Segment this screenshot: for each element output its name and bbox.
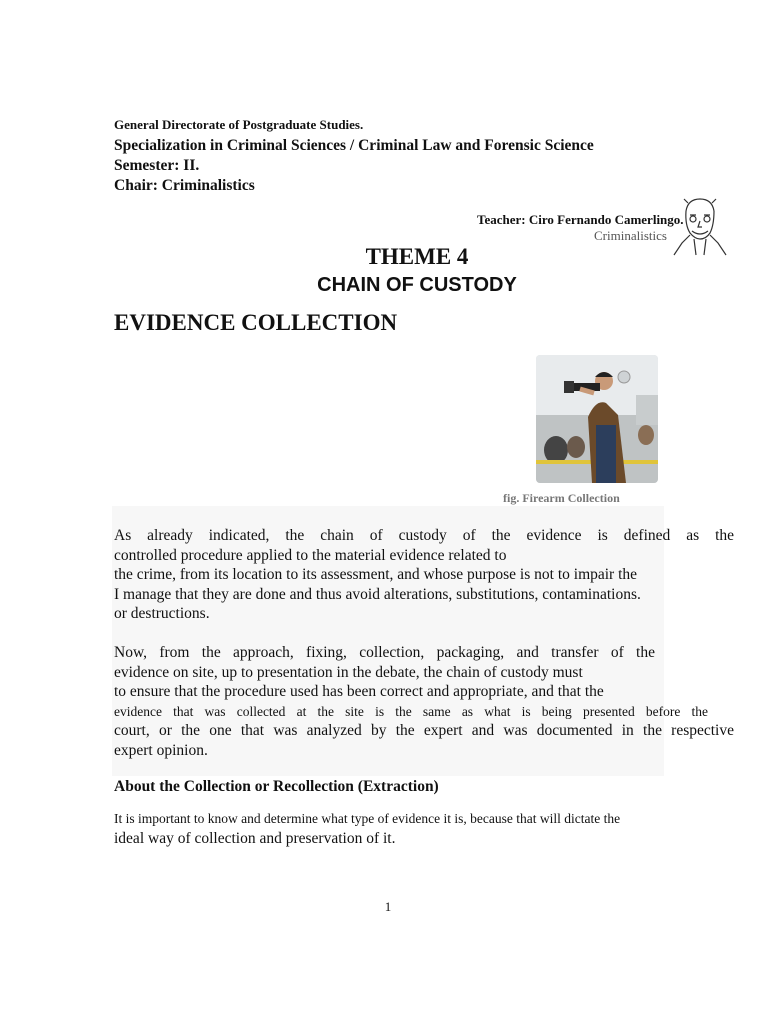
semester-label: Semester: II. bbox=[114, 157, 200, 174]
text-line: court, or the one that was analyzed by the expert and was documented in the respective bbox=[114, 722, 734, 739]
teacher-name: Teacher: Ciro Fernando Camerlingo. bbox=[477, 212, 684, 227]
page-number: 1 bbox=[384, 899, 392, 914]
figure-caption: fig. Firearm Collection bbox=[503, 491, 620, 505]
specialization-label: Specialization in Criminal Sciences / Criminal Law and Forensic Science bbox=[114, 137, 594, 154]
paragraph-evidence-type bbox=[114, 809, 708, 849]
collection-sub-heading: About the Collection or Recollection (Extraction) bbox=[114, 778, 439, 795]
section-title: EVIDENCE COLLECTION bbox=[114, 310, 398, 335]
firearm-collection-photo bbox=[536, 355, 658, 483]
text-line: expert opinion. bbox=[114, 741, 208, 759]
text-line: As already indicated, the chain of custody of the evidence is defined as the bbox=[114, 527, 734, 544]
theme-title: THEME 4 bbox=[365, 244, 469, 269]
text-line: evidence on site, up to presentation in the debate, the chain of custody must bbox=[114, 663, 583, 681]
teacher-role: Criminalistics bbox=[594, 228, 667, 243]
text-line: I manage that they are done and thus avoid alterations, substitutions, contaminations. bbox=[114, 585, 641, 603]
text-line: controlled procedure applied to the material evidence related to bbox=[114, 546, 507, 564]
chain-of-custody-title: CHAIN OF CUSTODY bbox=[317, 274, 517, 296]
text-line: ideal way of collection and preservation of it. bbox=[114, 830, 396, 847]
text-line: It is important to know and determine what type of evidence it is, because that will dictate the bbox=[114, 811, 621, 826]
text-line: Now, from the approach, fixing, collection, packaging, and transfer of the bbox=[114, 644, 655, 661]
paragraph-custody-definition bbox=[114, 526, 734, 624]
paragraph-custody-procedure bbox=[114, 643, 734, 760]
directorate-label: General Directorate of Postgraduate Studies. bbox=[114, 117, 364, 132]
text-line: to ensure that the procedure used has been correct and appropriate, and that the bbox=[114, 683, 604, 700]
text-line: or destructions. bbox=[114, 605, 210, 622]
chair-label: Chair: Criminalistics bbox=[114, 177, 255, 194]
text-line: the crime, from its location to its assessment, and whose purpose is not to impair the bbox=[114, 566, 638, 583]
text-line: evidence that was collected at the site is the same as what is being presented before the bbox=[114, 703, 708, 719]
